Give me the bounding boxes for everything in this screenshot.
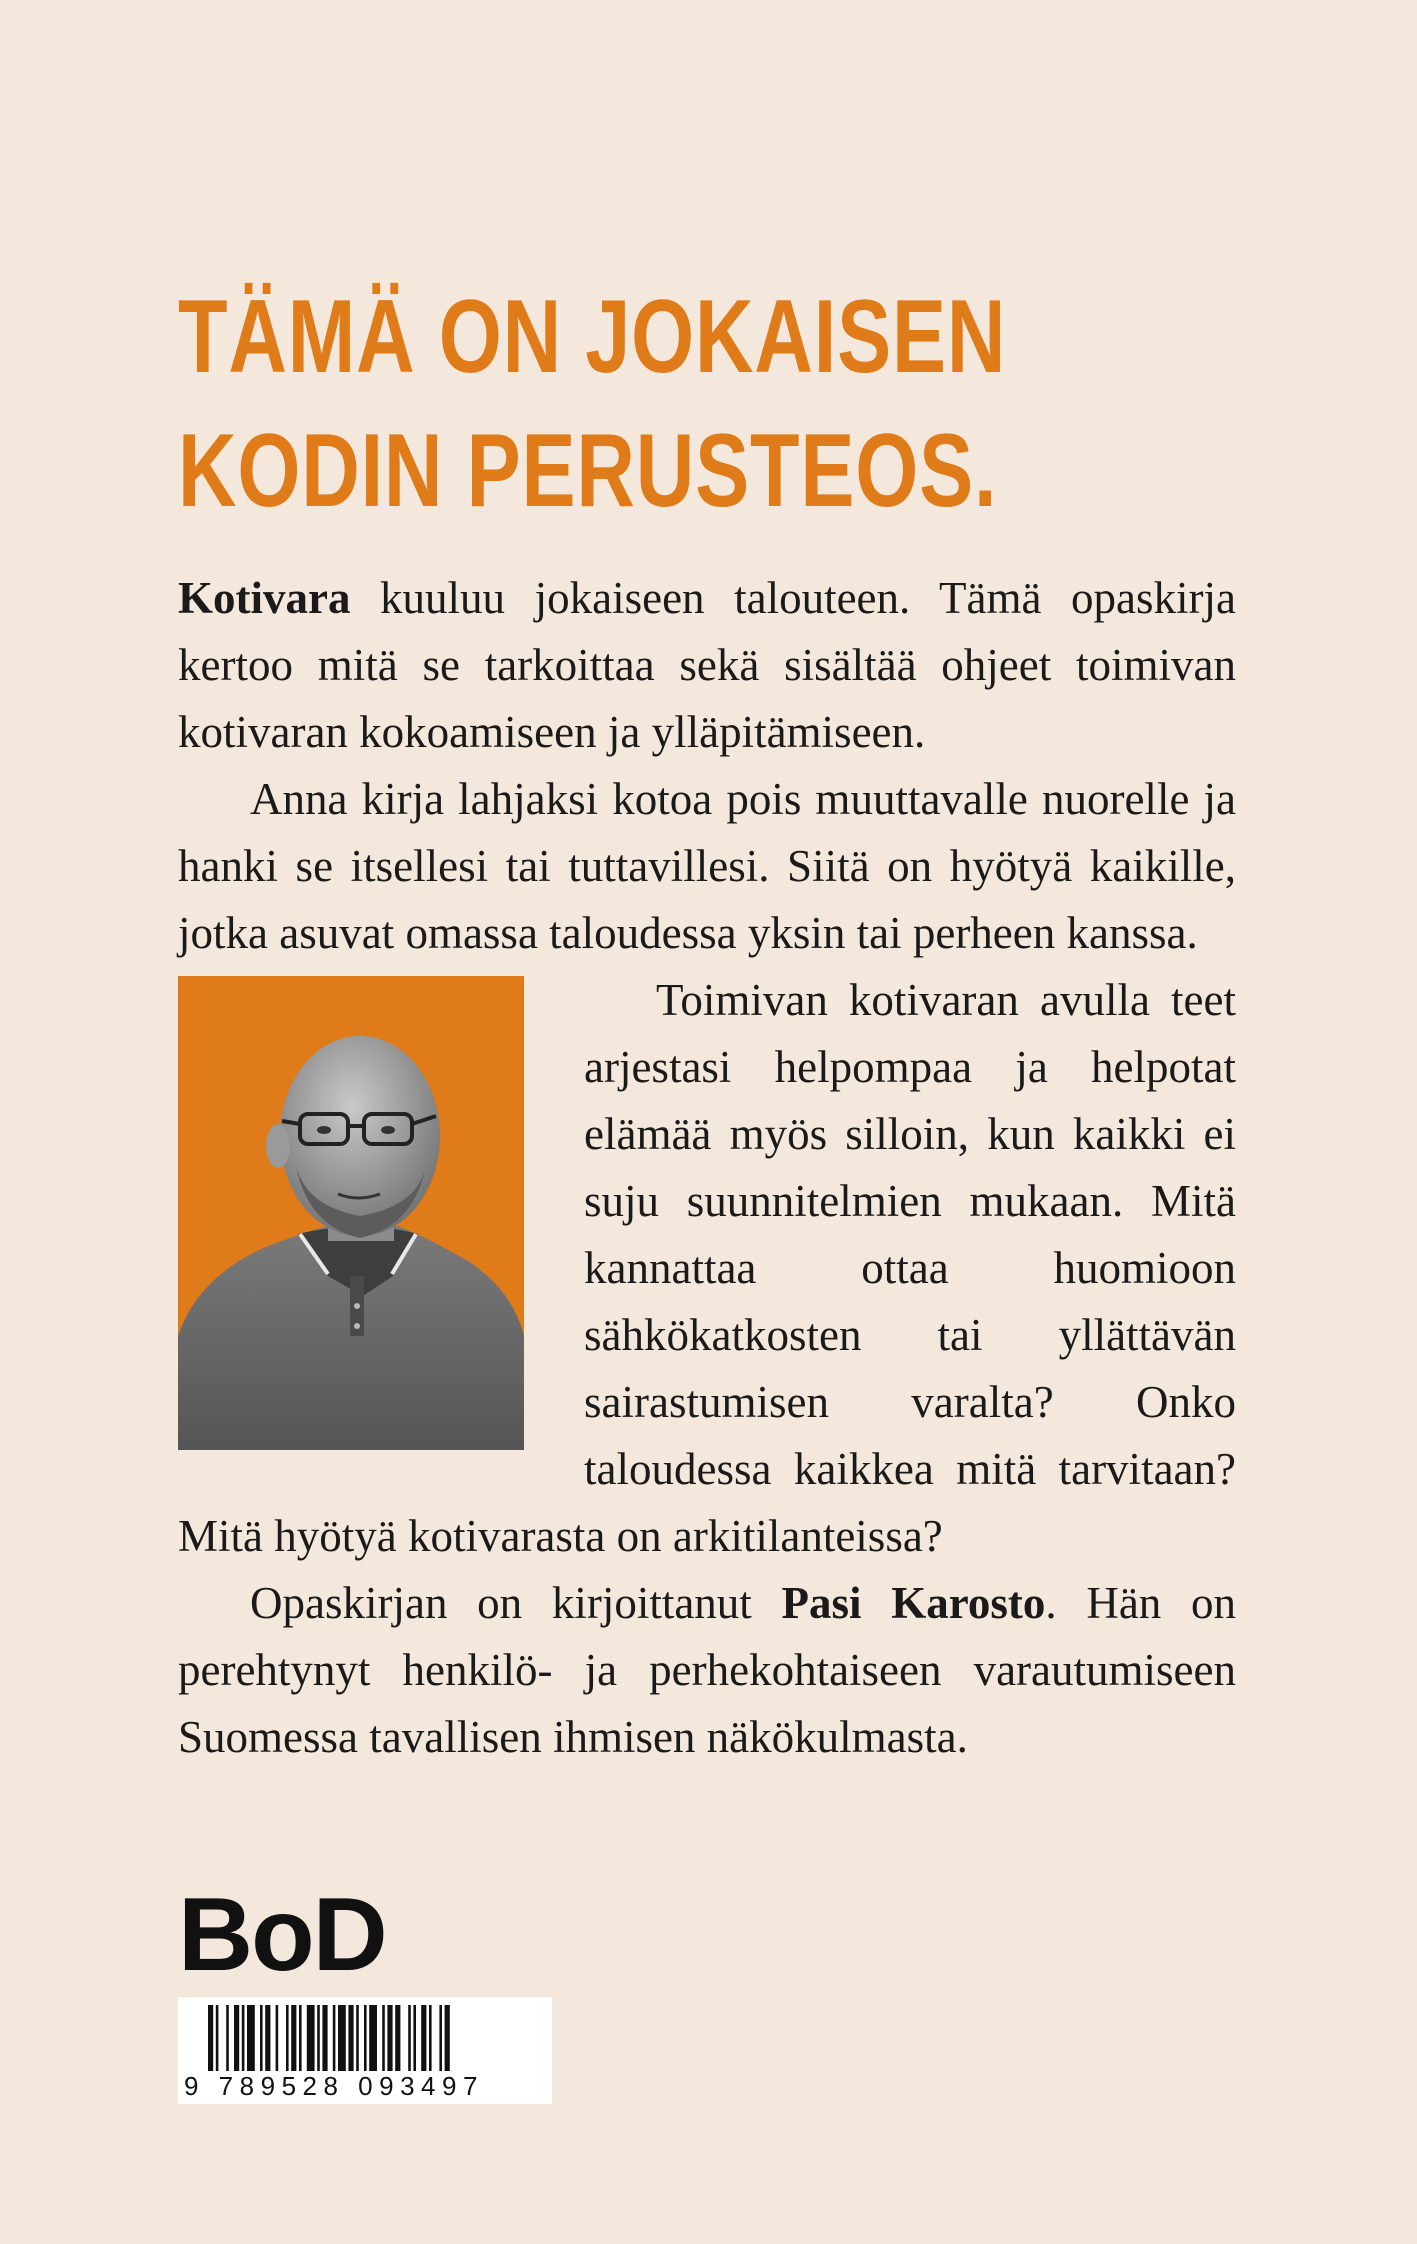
barcode-bars [178, 1997, 552, 2075]
book-title-bold: Kotivara [178, 573, 351, 623]
paragraph-3-text: Toimivan kotivaran avulla teet arjestasi helpompaa ja helpotat elämää myös silloin, kun kaikki ei suju suunnitelmien mukaan. Mitä kannattaa ottaa huomioon sähkökatkosten tai yllättävän sairastumisen varalta? Onko taloudessa kaikkea mitä tarvitaan? Mitä hyötyä kotivarasta on arkitilanteissa? [178, 975, 1236, 1561]
paragraph-1 [178, 565, 1236, 766]
headline [178, 270, 1036, 538]
isbn-number: 9 789528 093497 [184, 2071, 484, 2101]
isbn-barcode [178, 1997, 552, 2104]
paragraph-4-lead: Opaskirjan on kirjoittanut [250, 1578, 782, 1628]
author-name: Pasi Karosto [781, 1578, 1046, 1628]
publisher-logo: BoD [178, 1877, 386, 1993]
author-portrait-illustration [178, 976, 524, 1450]
paragraph-4 [178, 1570, 1236, 1771]
author-photo [178, 976, 524, 1450]
paragraph-1-text: kuuluu jokaiseen talouteen. Tämä opaskirja kertoo mitä se tarkoittaa sekä sisältää ohjeet toimivan kotivaran kokoamiseen ja ylläpitämiseen. [178, 573, 1236, 757]
headline-line-2: KODIN PERUSTEOS. [178, 413, 998, 529]
headline-line-1: TÄMÄ ON JOKAISEN [178, 279, 1007, 395]
paragraph-3 [178, 967, 1236, 1570]
paragraph-2: Anna kirja lahjaksi kotoa pois muuttavalle nuorelle ja hanki se itsellesi tai tuttavillesi. Siitä on hyötyä kaikille, jotka asuvat omassa taloudessa yksin tai perheen kanssa. [178, 774, 1236, 958]
blurb-text [178, 565, 1236, 1771]
paragraph-4-text: . Hän on perehtynyt henkilö- ja perhekohtaiseen varautumiseen Suomessa tavallisen ihmisen näkökulmasta. [178, 1578, 1236, 1762]
